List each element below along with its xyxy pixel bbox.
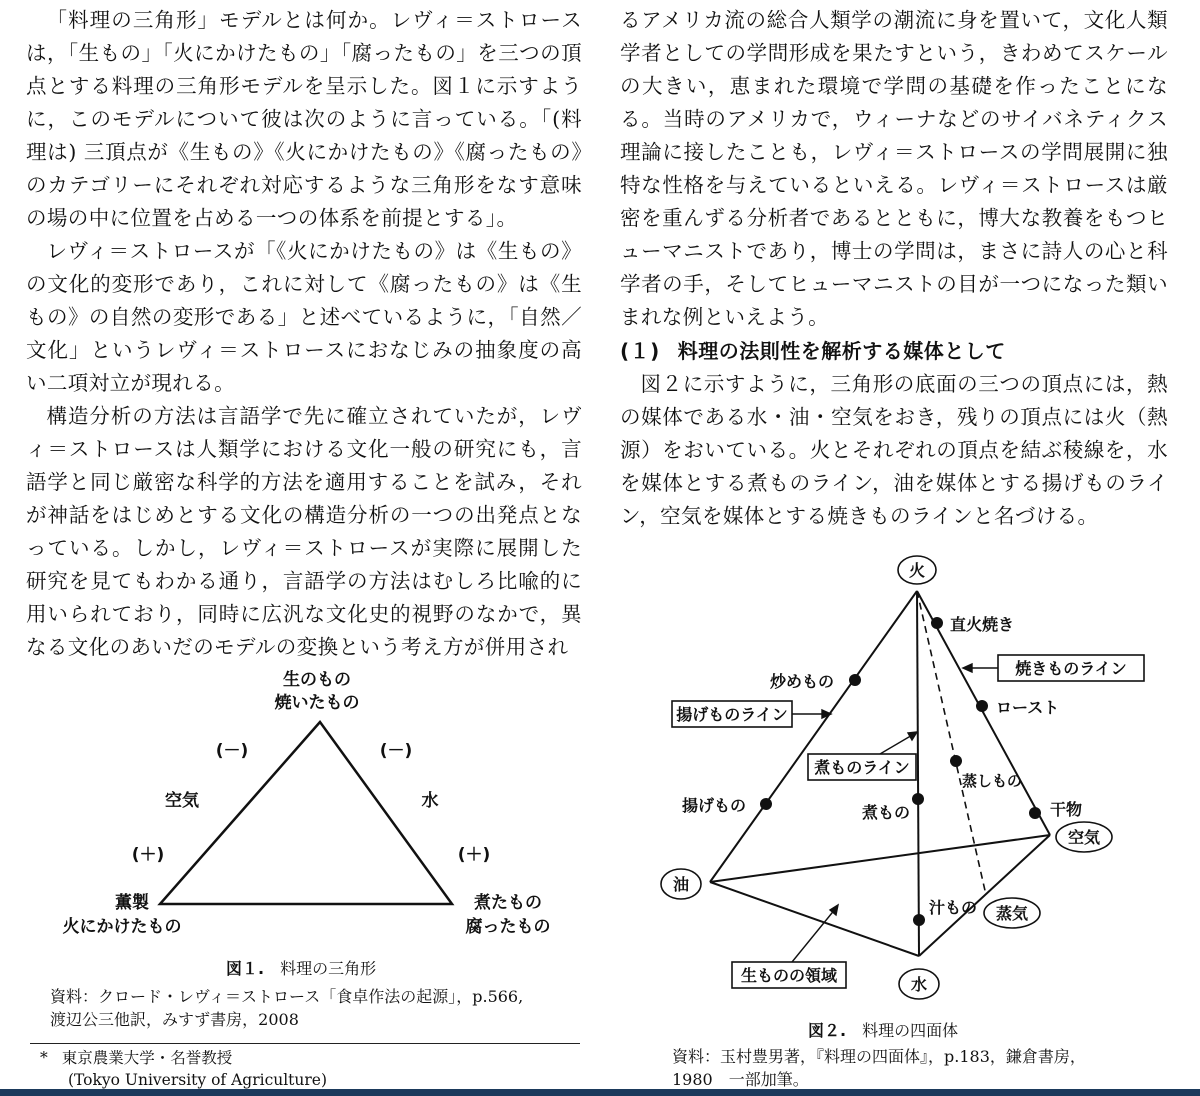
fig1-bottom-left-label-2: 火にかけたもの: [62, 917, 182, 937]
fig2-fried-label: 揚げもの: [682, 796, 747, 815]
dot-dried: [1029, 807, 1041, 819]
fig2-caption-title: 料理の四面体: [862, 1021, 959, 1040]
fig2-simmered-label: 煮もの: [862, 803, 911, 822]
right-column: [620, 4, 1168, 533]
left-paragraph-1: 「料理の三角形」モデルとは何か。レヴィ＝ストロースは，「生もの」「火にかけたもの」「腐ったもの」を三つの頂点とする料理の三角形モデルを呈示した。図１に示すように，このモデルについて彼は次のように言っている。「(料理は) 三頂点が《生もの》《火にかけたもの》《腐ったもの》のカテゴリーにそれぞれ対応するような三角形をなす意味の場の中に位置を占める一つの体系を前提とする」。: [26, 8, 582, 230]
fig2-caption-label: 図２.: [808, 1021, 847, 1040]
fig2-raw-region-label: 生ものの領域: [740, 966, 838, 985]
dot-direct-grill: [931, 617, 943, 629]
right-paragraph-1: るアメリカ流の総合人類学の潮流に身を置いて，文化人類学者としての学問形成を果たすという，きわめてスケールの大きい，恵まれた環境で学問の基礎を作ったことになる。当時のアメリカで，ウィーナなどのサイバネティクス理論に接したことも，レヴィ＝ストロースの学問展開に独特な性格を与えているといえる。レヴィ＝ストロースは厳密を重んずる分析者であるとともに，博大な教養をもつヒューマニストであり，博士の学問は，まさに詩人の心と科学者の手，そしてヒューマニストの目が一つになった類いまれな例といえよう。: [620, 8, 1168, 329]
fig2-simmer-line-label: 煮ものライン: [814, 758, 910, 777]
edge-oil-water: [710, 882, 919, 956]
fig2-fry-line-label: 揚げものライン: [676, 705, 788, 724]
edge-fire-water: [917, 591, 919, 956]
fig1-plus-right: (＋): [457, 845, 491, 865]
fig1-water-label: 水: [421, 791, 439, 811]
fig1-top-label-1: 生のもの: [283, 670, 351, 690]
dot-stir-fry: [849, 674, 861, 686]
footnote: [40, 1047, 327, 1091]
leader-simmer-line: [880, 734, 914, 754]
fig1-caption-title: 料理の三角形: [280, 959, 377, 978]
figure-1-caption: [226, 956, 376, 979]
fig2-dried-label: 干物: [1050, 800, 1083, 819]
left-column: [26, 4, 582, 664]
fig2-grill-line-label: 焼きものライン: [1015, 659, 1127, 678]
fig2-direct-grill-label: 直火焼き: [950, 615, 1015, 634]
left-paragraph-2: レヴィ＝ストロースが「《火にかけたもの》は《生もの》の文化的変形であり，これに対して《腐ったもの》は《生もの》の自然の変形である」と述べているように，「自然／文化」というレヴィ＝ストロースにおなじみの抽象度の高い二項対立が現れる。: [26, 239, 582, 395]
dot-fried: [760, 798, 772, 810]
fig1-source-line-2: 渡辺公三他訳，みすず書房，2008: [50, 1010, 299, 1029]
fig2-air-label: 空気: [1067, 828, 1101, 847]
dot-simmered: [912, 793, 924, 805]
edge-water-air: [919, 835, 1050, 956]
fig1-air-label: 空気: [165, 791, 199, 811]
section-title: 料理の法則性を解析する媒体として: [677, 339, 1006, 363]
section-number: (１): [620, 339, 660, 363]
fig1-plus-left: (＋): [131, 845, 165, 865]
left-paragraph-3: 構造分析の方法は言語学で先に確立されていたが，レヴィ＝ストロースは人類学における文化一般の研究にも，言語学と同じ厳密な科学的方法を適用することを試み，それが神話をはじめとする文化の構造分析の一つの出発点となっている。しかし，レヴィ＝ストロースが実際に展開した研究を見てもわかる通り，言語学の方法はむしろ比喩的に用いられており，同時に広汎な文化史的視野のなかで，異なる文化のあいだのモデルの変換という考え方が併用され: [26, 404, 582, 659]
fig2-water-label: 水: [910, 975, 928, 994]
fig2-source-line-2: 1980 一部加筆。: [672, 1070, 809, 1089]
figure-1-triangle: [30, 660, 590, 950]
fig1-bottom-right-label-2: 腐ったもの: [465, 917, 551, 937]
fig2-source-line-1: 資料：玉村豊男著，『料理の四面体』，p.183，鎌倉書房，: [672, 1047, 1086, 1066]
fig2-stir-fry-label: 炒めもの: [770, 672, 835, 691]
dot-soup: [913, 914, 925, 926]
footnote-affiliation: 東京農業大学・名誉教授: [61, 1049, 233, 1067]
bottom-bar: [0, 1089, 1200, 1096]
arrow-simmer-line: [908, 732, 917, 740]
fig1-bottom-right-label-1: 煮たもの: [474, 893, 542, 913]
footnote-rule: [30, 1043, 580, 1044]
fig1-bottom-left-label-1: 薫製: [115, 893, 149, 913]
figure-2-caption: [808, 1018, 958, 1041]
section-heading: [620, 334, 1168, 368]
fig2-steam-label: 蒸気: [995, 904, 1029, 923]
edge-oil-air: [710, 835, 1050, 882]
fig2-soup-label: 汁もの: [929, 898, 978, 917]
fig2-oil-label: 油: [672, 875, 690, 894]
footnote-mark: *: [40, 1049, 48, 1067]
arrow-grill-line: [963, 664, 972, 672]
fig2-roast-label: ロースト: [996, 698, 1060, 717]
fig2-steamed-label: 蒸しもの: [962, 772, 1023, 790]
dot-roast: [976, 700, 988, 712]
footnote-affiliation-en: (Tokyo University of Agriculture): [68, 1071, 328, 1089]
fig1-minus-right: (－): [379, 741, 413, 761]
edge-fire-oil: [710, 591, 917, 882]
figure-1-source: [50, 985, 523, 1031]
fig2-fire-label: 火: [908, 561, 926, 580]
figure-2-tetrahedron: [640, 550, 1180, 1020]
right-paragraph-2: 図２に示すように，三角形の底面の三つの頂点には，熱の媒体である水・油・空気をおき，残りの頂点には火（熱源）をおいている。火とそれぞれの頂点を結ぶ稜線を，水を媒体とする煮ものライン，油を媒体とする揚げものライン，空気を媒体とする焼きものラインと名づける。: [620, 372, 1168, 528]
figure-2-source: [672, 1045, 1086, 1091]
fig1-top-label-2: 焼いたもの: [274, 693, 360, 713]
fig1-minus-left: (－): [215, 741, 249, 761]
fig1-source-line-1: 資料：クロード・レヴィ＝ストロース「食卓作法の起源」，p.566,: [50, 987, 524, 1006]
fig1-caption-label: 図１.: [226, 959, 265, 978]
dot-steamed: [950, 755, 962, 767]
leader-raw-region: [792, 908, 836, 962]
